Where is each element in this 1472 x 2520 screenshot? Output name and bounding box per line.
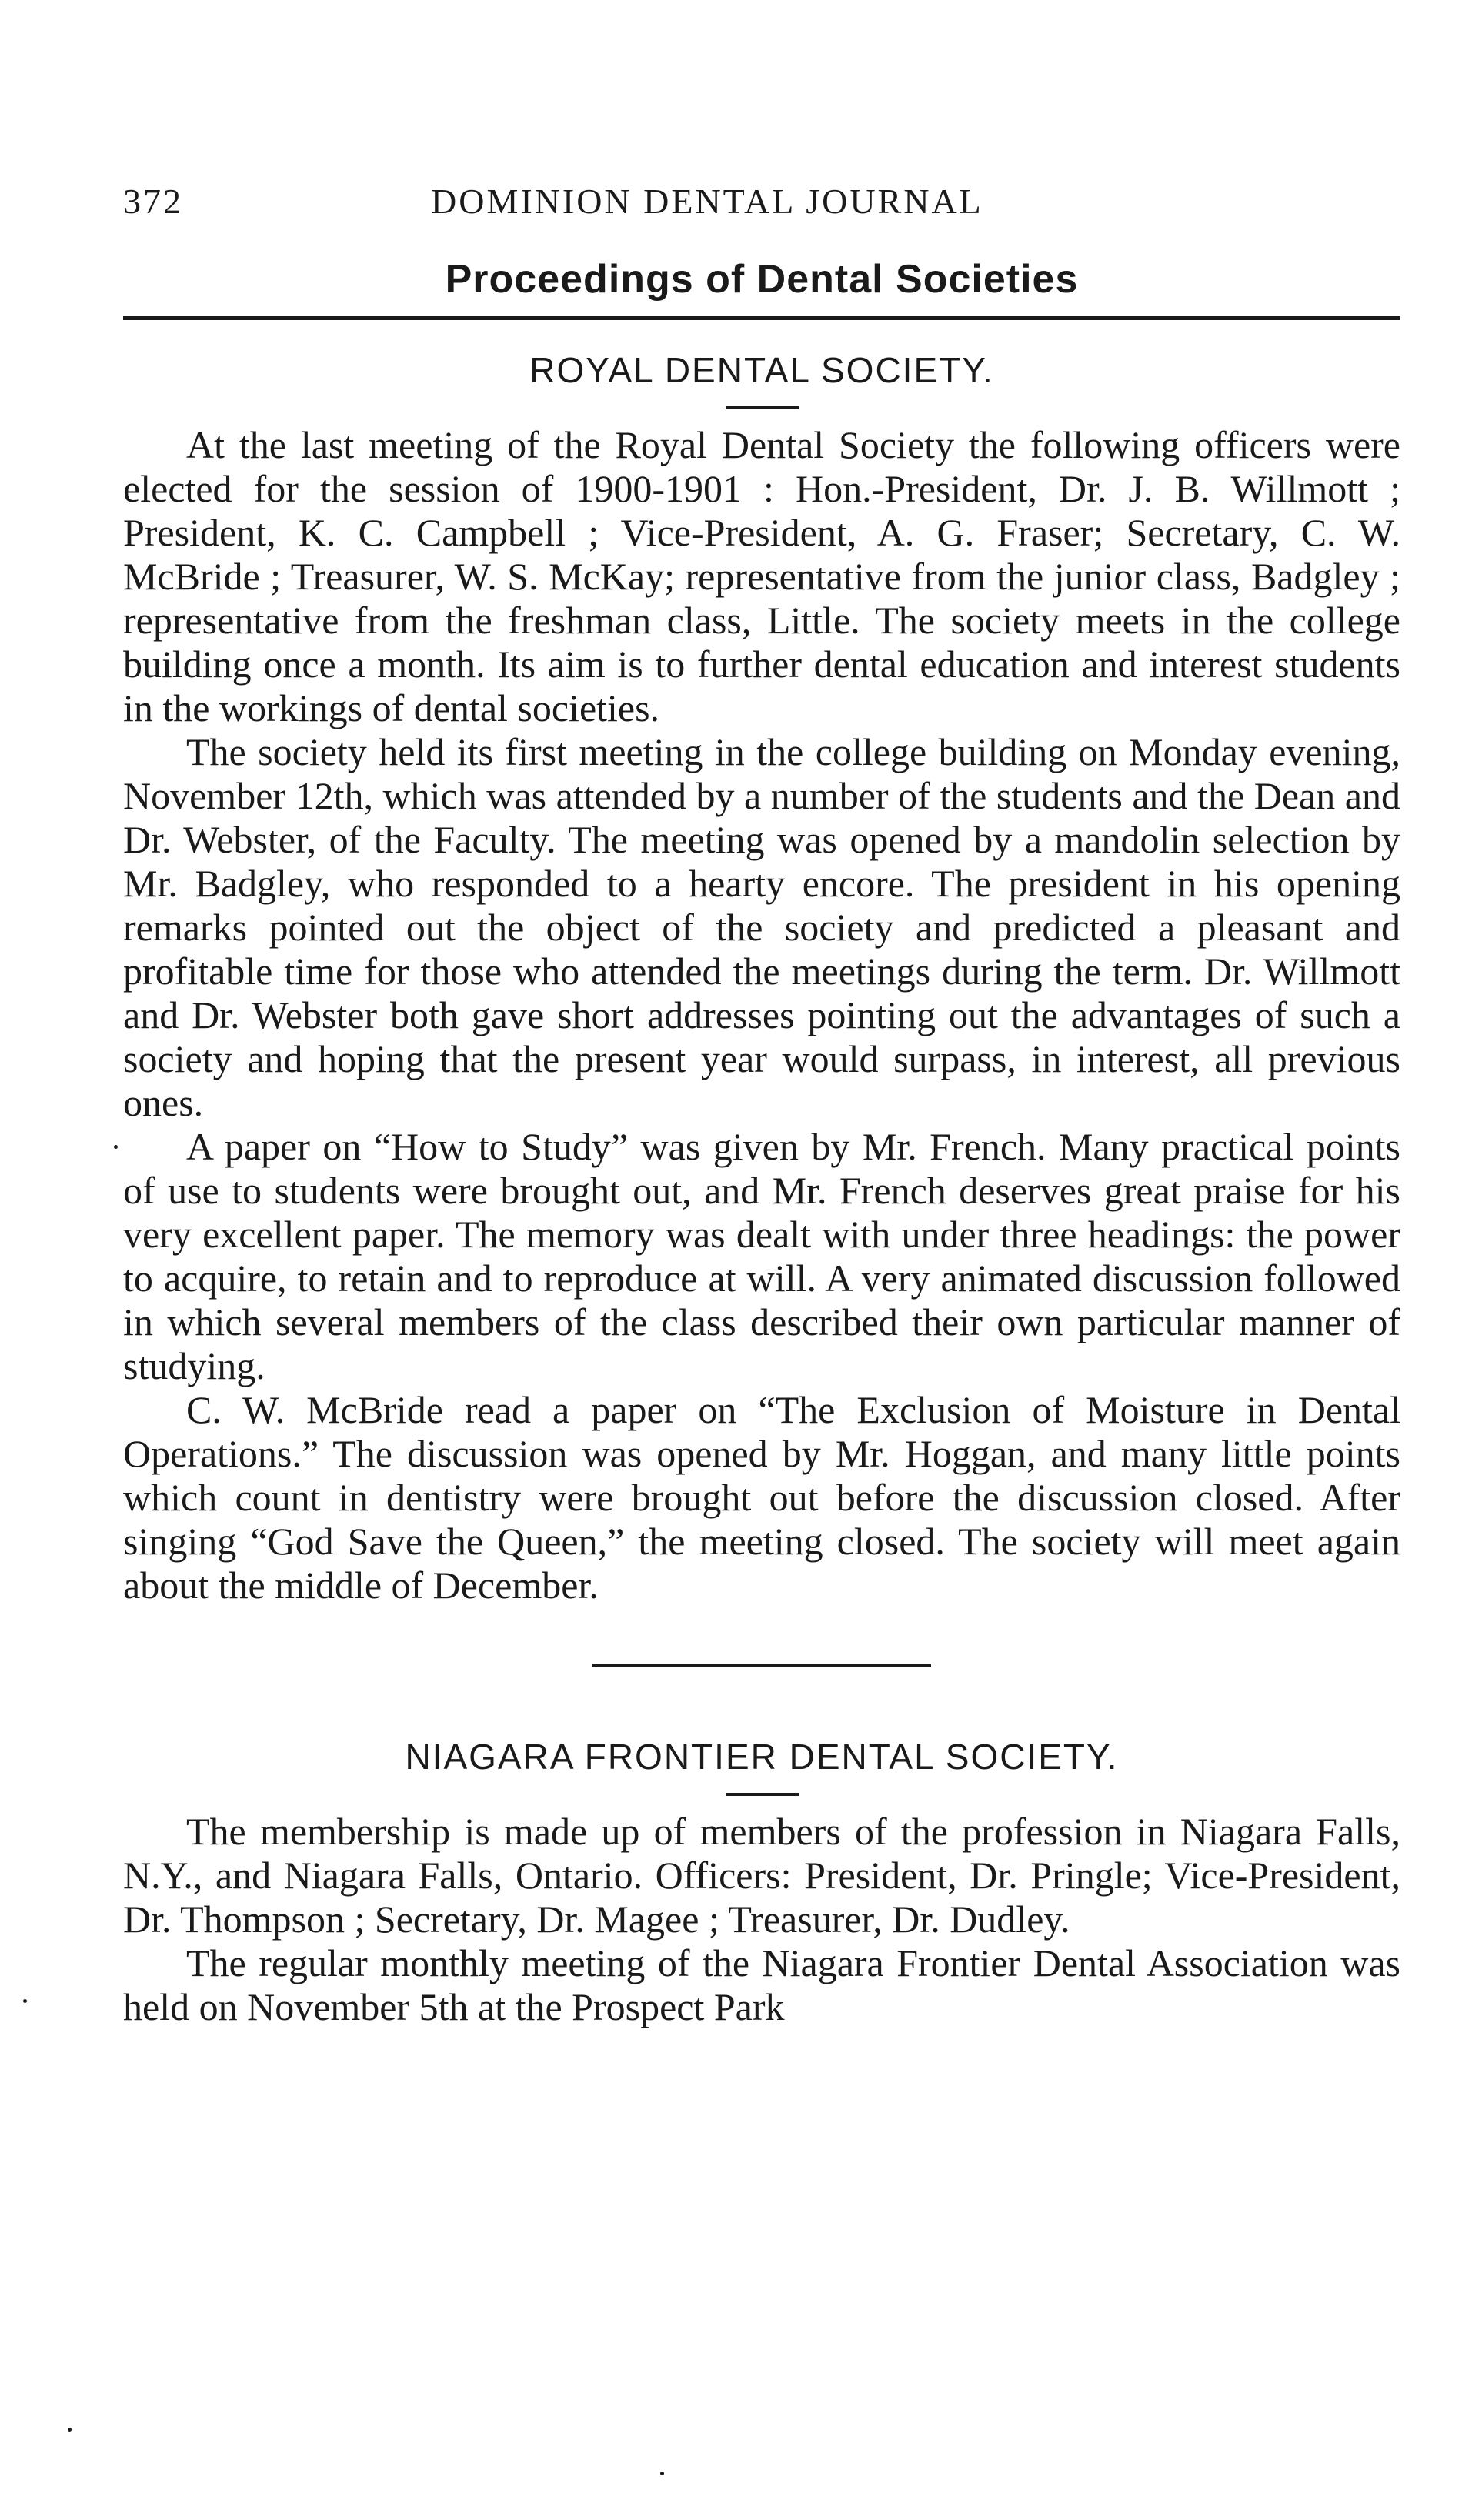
stray-mark <box>68 2428 72 2432</box>
section-heading: Proceedings of Dental Societies <box>445 257 1079 302</box>
royal-society-body <box>123 423 1400 1607</box>
journal-title: DOMINION DENTAL JOURNAL <box>431 182 983 221</box>
title-underline <box>726 406 799 409</box>
paragraph: The regular monthly meeting of the Niagara Frontier Dental Association was held on November 5th at the Prospect Park <box>123 1941 1400 2028</box>
running-head <box>123 181 1400 242</box>
stray-mark <box>114 1145 118 1149</box>
paragraph: C. W. McBride read a paper on “The Exclusion of Moisture in Dental Operations.” The discussion was opened by Mr. Hoggan, and many little points which count in dentistry were brought out before the discussion closed. After singing “God Save the Queen,” the meeting closed. The society will meet again about the middle of December. <box>123 1388 1400 1607</box>
niagara-society-body <box>123 1810 1400 2029</box>
stray-mark <box>660 2472 664 2475</box>
page <box>123 181 1400 2029</box>
paragraph: At the last meeting of the Royal Dental Society the following officers were elected for the session of 1900-1901 : Hon.-President, Dr. J. B. Willmott ; President, K. C. Campbell ; Vice-President, A. G. Fraser; Secretary, C. W. McBride ; Treasurer, W. S. McKay; representative from the junior class, Badgley ; representative from the freshman class, Little. The society meets in the college building once a month. Its aim is to further dental education and interest students in the workings of dental societies. <box>123 423 1400 729</box>
paragraph: A paper on “How to Study” was given by Mr. French. Many practical points of use to students were brought out, and Mr. French deserves great praise for his very excellent paper. The memory was dealt with under three headings: the power to acquire, to retain and to reproduce at will. A very animated discussion followed in which several members of the class described their own particular manner of studying. <box>123 1125 1400 1387</box>
paragraph: The society held its first meeting in the college building on Monday evening, November 12th, which was attended by a number of the students and the Dean and Dr. Webster, of the Faculty. The meeting was opened by a mandolin selection by Mr. Badgley, who responded to a hearty encore. The president in his opening remarks pointed out the object of the society and predicted a pleasant and profitable time for those who attended the meetings during the term. Dr. Willmott and Dr. Webster both gave short addresses pointing out the advantages of such a society and hoping that the present year would surpass, in interest, all previous ones. <box>123 730 1400 1124</box>
stray-mark <box>23 1999 27 2003</box>
title-underline <box>726 1793 799 1796</box>
section-rule <box>123 316 1400 320</box>
niagara-society-title: NIAGARA FRONTIER DENTAL SOCIETY. <box>405 1737 1119 1777</box>
paragraph: The membership is made up of members of the profession in Niagara Falls, N.Y., and Niagara Falls, Ontario. Officers: President, Dr. Pringle; Vice-President, Dr. Thompson ; Secretary, Dr. Magee ; Treasurer, Dr. Dudley. <box>123 1810 1400 1941</box>
section-divider <box>592 1664 931 1667</box>
royal-society-title: ROYAL DENTAL SOCIETY. <box>529 350 994 390</box>
page-number: 372 <box>123 182 183 221</box>
